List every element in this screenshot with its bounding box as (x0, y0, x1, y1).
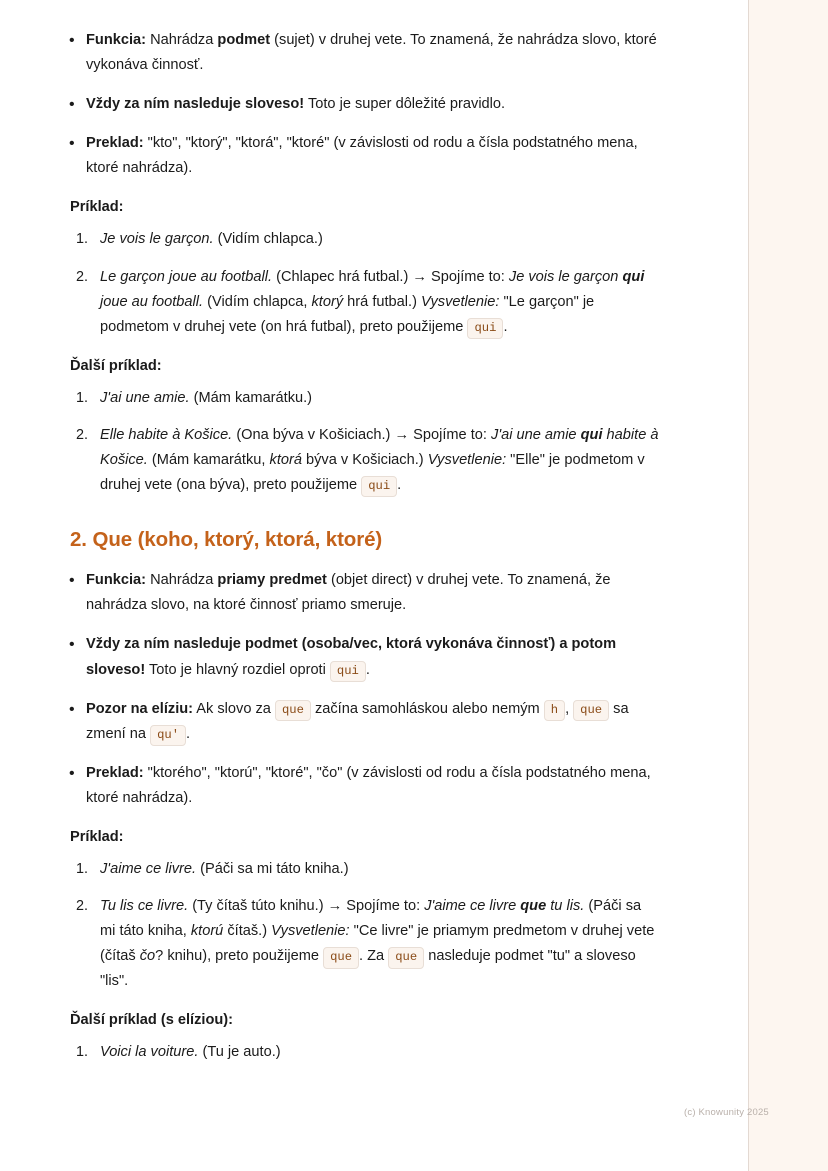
explanation-text: "Elle" je podmetom v druhej vete (ona býva), preto použijeme (100, 452, 645, 494)
explanation-end: . (503, 318, 508, 335)
bullet-text-before: Nahrádza (146, 32, 218, 48)
bullet-bold-inline: podmet (217, 32, 271, 48)
explanation-label: Vysvetlenie: (427, 452, 507, 469)
combined-translation-b: hrá futbal.) (343, 293, 417, 310)
section2-further-list (70, 1040, 660, 1065)
combined-bold: qui (580, 426, 603, 443)
bullet-label: Vždy za ním nasleduje sloveso! (86, 96, 305, 113)
combined-translation-b: čítaš.) (223, 923, 268, 940)
combined-b: joue au football. (100, 293, 204, 310)
further-example-heading: Ďalší príklad (s elíziou): (70, 1012, 233, 1029)
translation: (Mám kamarátku.) (193, 389, 313, 406)
bullet-text-after: "kto", "ktorý", "ktorá", "ktoré" (v závislosti od rodu a čísla podstatného mena, ktoré nahrádza). (86, 135, 638, 177)
bullet-text-4: sa zmení na (86, 700, 629, 742)
explanation-end: . (397, 477, 402, 494)
bullet-text-2: začína samohláskou alebo nemým (310, 700, 544, 717)
code-token: qui (330, 661, 366, 682)
further-example-heading: Ďalší príklad: (70, 357, 162, 374)
section2-bullet-list (60, 568, 660, 811)
section1-example-list (70, 227, 660, 339)
example-heading: Príklad: (70, 828, 124, 845)
section1-bullet-list (60, 28, 660, 181)
list-item (70, 386, 660, 411)
arrow-text: → Spojíme to: (327, 898, 425, 915)
code-token: qui (361, 476, 397, 497)
list-item (60, 632, 660, 682)
section-title-que: 2. Que (koho, ktorý, ktorá, ktoré) (70, 528, 383, 552)
explanation-text-3: . Za (359, 948, 389, 965)
explanation-text: "Le garçon" je podmetom v druhej vete (on hrá futbal), preto použijeme (100, 293, 595, 335)
french-sentence: J'ai une amie. (100, 389, 190, 406)
translation: (Tu je auto.) (202, 1044, 281, 1061)
list-item (70, 227, 660, 252)
code-token: que (323, 947, 359, 968)
bullet-text-after: Toto je super dôležité pravidlo. (304, 96, 506, 113)
bullet-text-after: (sujet) v druhej vete. To znamená, že nahrádza slovo, ktoré vykonáva činnosť. (86, 32, 657, 74)
list-item (60, 92, 660, 117)
bullet-label: Preklad: (86, 764, 144, 781)
french-sentence: Tu lis ce livre. (100, 898, 189, 915)
bullet-text-before: Nahrádza (146, 572, 218, 589)
list-item (70, 1040, 660, 1065)
combined-translation-italic: ktorá (269, 452, 302, 469)
bullet-text-after: "ktorého", "ktorú", "ktoré", "čo" (v závislosti od rodu a čísla podstatného mena, ktoré nahrádza). (86, 764, 651, 806)
combined-translation-italic: ktorú (190, 923, 224, 940)
combined-a: J'ai une amie (491, 426, 581, 443)
french-sentence: Voici la voiture. (100, 1044, 199, 1061)
bullet-text-3: , (565, 700, 574, 717)
french-sentence: J'aime ce livre. (100, 860, 197, 877)
bullet-label: Vždy za ním nasleduje podmet (osoba/vec, ktorá vykonáva činnosť) a potom sloveso! (86, 636, 617, 678)
bullet-bold-inline: priamy predmet (217, 572, 327, 589)
list-item (70, 857, 660, 882)
combined-b: habite à Košice. (100, 426, 659, 469)
code-token: qui (467, 318, 503, 339)
combined-translation-b: býva v Košiciach.) (301, 452, 424, 469)
code-token: h (544, 700, 565, 721)
explanation-text-2: ? knihu), preto použijeme (155, 948, 324, 965)
bullet-text-after: (objet direct) v druhej vete. To znamená, že nahrádza slovo, na ktoré činnosť priamo smeruje. (86, 572, 611, 614)
list-item (70, 894, 660, 994)
bullet-label: Funkcia: (86, 32, 147, 48)
translation: (Ty čítaš túto knihu.) (192, 898, 324, 915)
translation: (Vidím chlapca.) (217, 231, 323, 248)
arrow-text: → Spojíme to: (412, 268, 509, 285)
watermark: (c) Knowunity 2025 (684, 1107, 769, 1118)
right-side-rail (748, 0, 828, 1171)
document-content (60, 28, 660, 1078)
bullet-text-1: Ak slovo za (193, 700, 275, 717)
explanation-text: "Ce livre" je priamym predmetom v druhej vete (čítaš (100, 923, 655, 965)
combined-bold: qui (622, 268, 645, 285)
combined-bold: que (520, 898, 547, 915)
list-item (60, 28, 660, 78)
list-item (60, 131, 660, 181)
bullet-text-after: Toto je hlavný rozdiel oproti (145, 661, 330, 678)
list-item (60, 697, 660, 747)
code-token: que (388, 947, 424, 968)
combined-translation-a: (Vidím chlapca, (207, 293, 312, 310)
code-token: que (275, 700, 311, 721)
code-token: que (573, 700, 609, 721)
combined-a: J'aime ce livre (424, 898, 521, 915)
list-item (70, 423, 660, 498)
section2-example-list (70, 857, 660, 994)
bullet-text-5: . (186, 725, 191, 742)
french-sentence: Je vois le garçon. (100, 231, 214, 248)
example-heading: Príklad: (70, 199, 124, 216)
bullet-label: Pozor na elíziu: (86, 700, 194, 717)
explanation-text-4: nasleduje podmet "tu" a sloveso "lis". (100, 948, 636, 990)
combined-translation-italic: ktorý (311, 293, 344, 310)
combined-translation-a: (Mám kamarátku, (151, 452, 270, 469)
arrow-text: → Spojíme to: (394, 426, 492, 443)
combined-translation-a: (Páči sa mi táto kniha, (100, 898, 642, 940)
bullet-label: Preklad: (86, 135, 144, 152)
translation: (Páči sa mi táto kniha.) (200, 860, 349, 877)
combined-a: Je vois le garçon (508, 268, 623, 285)
list-item (60, 568, 660, 618)
explanation-label: Vysvetlenie: (271, 923, 350, 940)
explanation-italic: čo (139, 948, 156, 965)
section1-further-list (70, 386, 660, 498)
bullet-end: . (365, 661, 370, 678)
translation: (Ona býva v Košiciach.) (236, 426, 391, 443)
combined-b: tu lis. (546, 898, 585, 915)
explanation-label: Vysvetlenie: (421, 293, 500, 310)
code-token: qu' (150, 725, 186, 746)
bullet-label: Funkcia: (86, 572, 147, 589)
french-sentence: Le garçon joue au football. (100, 268, 273, 285)
list-item (70, 265, 660, 340)
list-item (60, 761, 660, 811)
french-sentence: Elle habite à Košice. (100, 426, 233, 443)
translation: (Chlapec hrá futbal.) (276, 268, 409, 285)
